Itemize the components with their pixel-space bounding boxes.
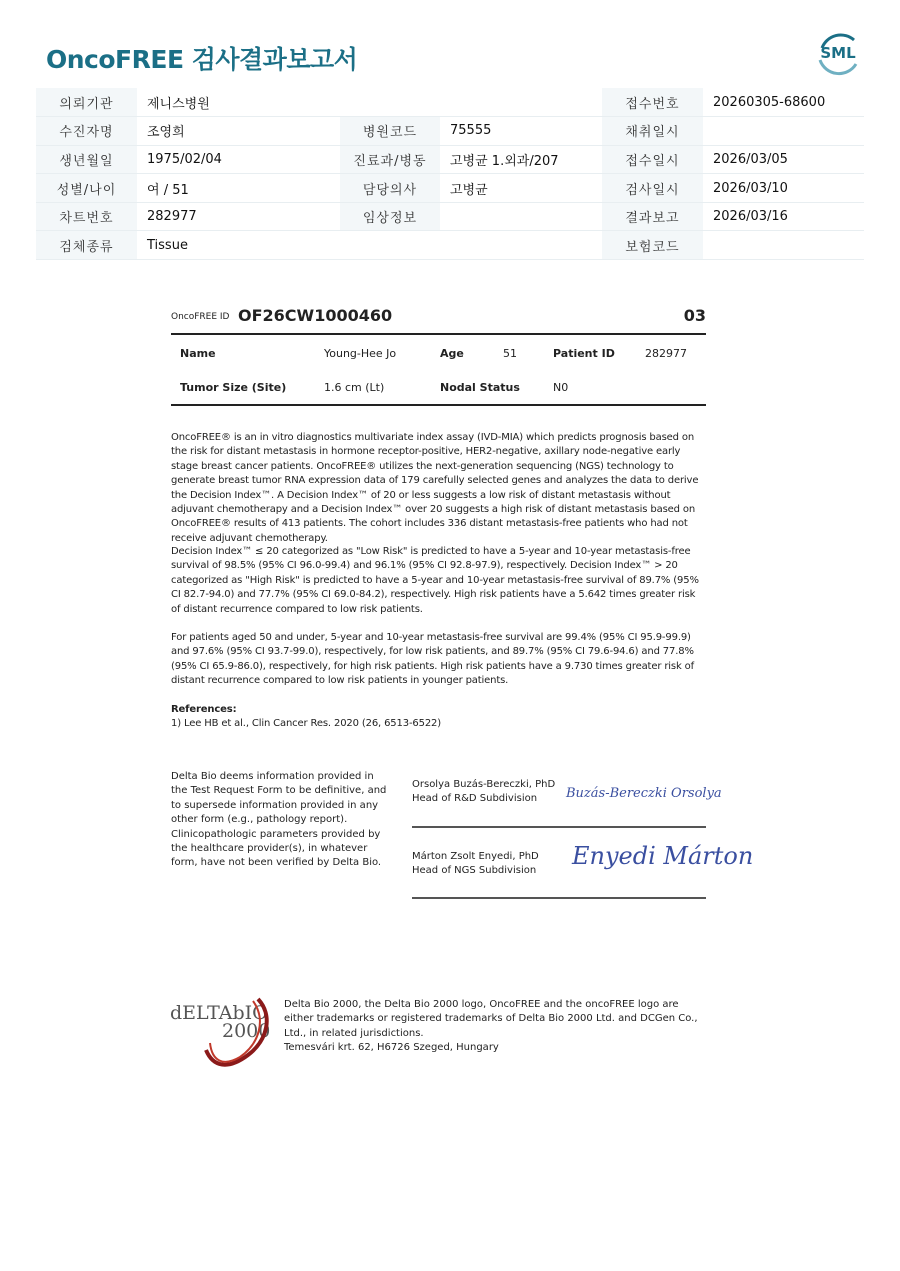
signature-divider	[412, 897, 706, 899]
signer-name: Márton Zsolt Enyedi, PhD	[412, 851, 539, 862]
info-value	[703, 231, 864, 260]
info-label: 임상정보	[340, 202, 440, 231]
info-value: 20260305-68600	[703, 88, 864, 117]
sml-logo	[814, 30, 862, 76]
info-label: 진료과/병동	[340, 145, 440, 174]
info-value: 75555	[440, 117, 602, 146]
patient-id-label: Patient ID	[553, 347, 615, 360]
info-value: 여 / 51	[137, 174, 340, 203]
trademark-notice: Delta Bio 2000, the Delta Bio 2000 logo, OncoFREE and the oncoFREE logo are either trademarks or registered trademarks of Delta Bio 2000 Ltd. and DCGen Co., Ltd., in related jurisdictions.	[284, 999, 698, 1039]
info-value: Tissue	[137, 231, 340, 260]
info-label: 병원코드	[340, 117, 440, 146]
info-value	[440, 88, 602, 117]
patient-id-value: 282977	[645, 347, 687, 360]
younger-patients-paragraph: For patients aged 50 and under, 5-year and 10-year metastasis-free survival are 99.4% (95% CI 95.9-99.9) and 97.6% (95% CI 93.7-99.0), respectively, for low risk patients, and 89.7% (95% CI 79.6-94.6) and 77.8% (95% CI 65.9-86.0), respectively, for high risk patients. High risk patients have a 9.730 times greater risk of distant recurrence compared to low risk patients in younger patients.	[171, 632, 694, 687]
tumor-size-value: 1.6 cm (Lt)	[324, 381, 385, 394]
info-row	[36, 145, 864, 174]
delta-bio-logo	[168, 995, 278, 1075]
info-value: 조영희	[137, 117, 340, 146]
company-address: Temesvári krt. 62, H6726 Szeged, Hungary	[284, 1042, 499, 1054]
info-value: 2026/03/10	[703, 174, 864, 203]
signer-name: Orsolya Buzás-Bereczki, PhD	[412, 779, 556, 790]
tumor-size-label: Tumor Size (Site)	[180, 381, 287, 394]
svg-text:SML: SML	[820, 44, 856, 62]
svg-text:2000: 2000	[222, 1020, 271, 1042]
footer-text	[284, 998, 709, 1056]
info-row	[36, 88, 864, 117]
info-label: 검체종류	[36, 231, 137, 260]
info-label: 의뢰기관	[36, 88, 137, 117]
info-value	[440, 231, 602, 260]
info-label: 접수일시	[602, 145, 703, 174]
info-label: 접수번호	[602, 88, 703, 117]
info-value: 282977	[137, 202, 340, 231]
info-value: 2026/03/16	[703, 202, 864, 231]
info-label: 검사일시	[602, 174, 703, 203]
name-value: Young-Hee Jo	[324, 347, 397, 360]
info-label: 성별/나이	[36, 174, 137, 203]
info-row	[36, 174, 864, 203]
info-value: 1975/02/04	[137, 145, 340, 174]
info-row	[36, 202, 864, 231]
patient-summary	[171, 333, 706, 406]
info-label: 수진자명	[36, 117, 137, 146]
info-row	[36, 117, 864, 146]
info-label: 채취일시	[602, 117, 703, 146]
age-value: 51	[503, 347, 517, 360]
info-value	[440, 202, 602, 231]
disclaimer: Delta Bio deems information provided in the Test Request Form to be definitive, and to supersede information provided in any other form (e.g., pathology report). Clinicopathologic parameters provided by the healthcare provider(s), in whatever form, have not been verified by Delta Bio.	[171, 771, 387, 869]
info-label: 보험코드	[602, 231, 703, 260]
intro-paragraph: OncoFREE® is an in vitro diagnostics multivariate index assay (IVD-MIA) which predicts prognosis based on the risk for distant metastasis in hormone receptor-positive, HER2-negative, axillary node-negative early stage breast cancer patients. OncoFREE® utilizes the next-generation sequencing (NGS) technology to generate breast tumor RNA expression data of 179 carefully selected genes and analyzes the data to derive the Decision Index™. A Decision Index™ of 20 or less suggests a low risk of distant metastasis without adjuvant chemotherapy and a Decision Index™ over 20 suggests a high risk of distant metastasis based on OncoFREE® results of 413 patients. The cohort includes 336 distant metastasis-free patients who had not receive adjuvant chemotherapy.	[171, 432, 699, 544]
risk-paragraph: Decision Index™ ≤ 20 categorized as "Low Risk" is predicted to have a 5-year and 10-year metastasis-free survival of 98.5% (95% CI 96.0-99.4) and 96.1% (95% CI 92.8-97.9), respectively. Decision Index™ > 20 categorized as "High Risk" is predicted to have a 5-year and 10-year metastasis-free survival of 89.7% (95% CI 82.7-94.0) and 77.7% (95% CI 69.0-84.2), respectively. High risk patients have a 5.642 times greater risk of distant recurrence compared to low risk patients.	[171, 546, 699, 615]
age-label: Age	[440, 347, 464, 360]
info-label: 차트번호	[36, 202, 137, 231]
signer-1	[412, 778, 555, 807]
info-label	[340, 88, 440, 117]
info-label: 담당의사	[340, 174, 440, 203]
info-value: 고병균	[440, 174, 602, 203]
oncofree-id-label: OncoFREE ID	[171, 312, 230, 322]
signature-2: Enyedi Márton	[572, 842, 754, 870]
nodal-status-label: Nodal Status	[440, 381, 520, 394]
signer-title: Head of NGS Subdivision	[412, 865, 537, 877]
patient-info-table	[36, 88, 864, 260]
info-value: 제니스병원	[137, 88, 340, 117]
report-title: OncoFREE 검사결과보고서	[46, 45, 358, 74]
nodal-status-value: N0	[553, 381, 569, 394]
info-value: 고병균 1.외과/207	[440, 145, 602, 174]
oncofree-id-line	[171, 305, 706, 329]
references-heading: References:	[171, 704, 237, 715]
signature-1: Buzás-Bereczki Orsolya	[566, 786, 722, 801]
info-label: 결과보고	[602, 202, 703, 231]
signer-title: Head of R&D Subdivision	[412, 793, 538, 805]
info-value	[703, 117, 864, 146]
signer-2	[412, 850, 539, 879]
info-label: 생년월일	[36, 145, 137, 174]
reference-item: 1) Lee HB et al., Clin Cancer Res. 2020 (26, 6513-6522)	[171, 718, 442, 729]
name-label: Name	[180, 347, 216, 360]
svg-text:dELTAbIO: dELTAbIO	[170, 1002, 268, 1024]
oncofree-id-value: OF26CW1000460	[238, 306, 393, 325]
signature-divider	[412, 826, 706, 828]
page-number: 03	[683, 306, 706, 325]
info-value: 2026/03/05	[703, 145, 864, 174]
info-row	[36, 231, 864, 260]
info-label	[340, 231, 440, 260]
